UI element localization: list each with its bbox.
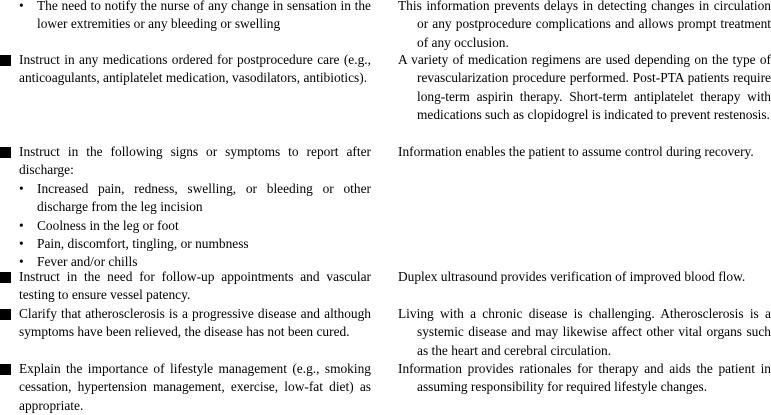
bullet-dot: • bbox=[19, 254, 24, 270]
rationale-paragraph: Information provides rationales for therapy and aids the patient in assuming responsibility for required lifestyle changes. bbox=[398, 361, 771, 395]
square-bullet-icon bbox=[0, 147, 11, 158]
bullet-dot: • bbox=[19, 180, 24, 196]
rationale-paragraph: This information prevents delays in detecting changes in circulation or any postprocedure complications and allows prompt treatment of any occlusion. bbox=[398, 0, 771, 50]
intervention-item: Clarify that atherosclerosis is a progressive disease and although symptoms have been relieved, the disease has not been cured. bbox=[0, 305, 371, 342]
symptom-sub-bullet: • Pain, discomfort, tingling, or numbness bbox=[0, 235, 371, 253]
symptom-sub-bullet: • Coolness in the leg or foot bbox=[0, 217, 371, 235]
rationale-paragraph: Duplex ultrasound provides verification of improved blood flow. bbox=[398, 269, 746, 284]
rationale-paragraph: Information enables the patient to assume control during recovery. bbox=[398, 144, 754, 159]
rationale-paragraph: A variety of medication regimens are used depending on the type of revascularization procedure performed. Post-PTA patients require long-term aspirin therapy. Short-term antiplatelet therapy with medications such as clopidogrel is indicated to prevent restenosis. bbox=[398, 52, 771, 123]
intervention-item: Instruct in any medications ordered for postprocedure care (e.g., anticoagulants, antiplatelet medication, vasodilators, antibiotics). bbox=[0, 51, 371, 88]
intervention-item: Instruct in the following signs or symptoms to report after discharge: • Increased pain, redness, swelling, or bleeding or other discharge from the leg incision • Coolness in the leg or foot • Pain, discomfort, tingling, or numbness • Fever and/or chills bbox=[0, 143, 371, 272]
symptom-sub-bullet: • Increased pain, redness, swelling, or bleeding or other discharge from the leg incision bbox=[19, 180, 371, 215]
bullet-dot: • bbox=[19, 217, 24, 233]
square-bullet-icon bbox=[0, 309, 11, 320]
square-bullet-icon bbox=[0, 364, 11, 375]
square-bullet-icon bbox=[0, 272, 11, 283]
bullet-dot: • bbox=[19, 236, 24, 252]
intro-sub-bullet: • The need to notify the nurse of any change in sensation in the lower extremities or any bleeding or swelling bbox=[0, 0, 371, 34]
square-bullet-icon bbox=[0, 55, 11, 66]
intervention-item: Explain the importance of lifestyle management (e.g., smoking cessation, hypertension management, exercise, low-fat diet) as appropriate. bbox=[0, 360, 371, 415]
rationale-paragraph: Living with a chronic disease is challenging. Atherosclerosis is a systemic disease and may likewise affect other vital organs such as the heart and cerebral circulation. bbox=[398, 306, 771, 358]
bullet-dot: • bbox=[19, 0, 24, 13]
intervention-item: Instruct in the need for follow-up appointments and vascular testing to ensure vessel patency. bbox=[0, 268, 371, 305]
symptom-sub-bullet: • Fever and/or chills bbox=[0, 253, 371, 271]
